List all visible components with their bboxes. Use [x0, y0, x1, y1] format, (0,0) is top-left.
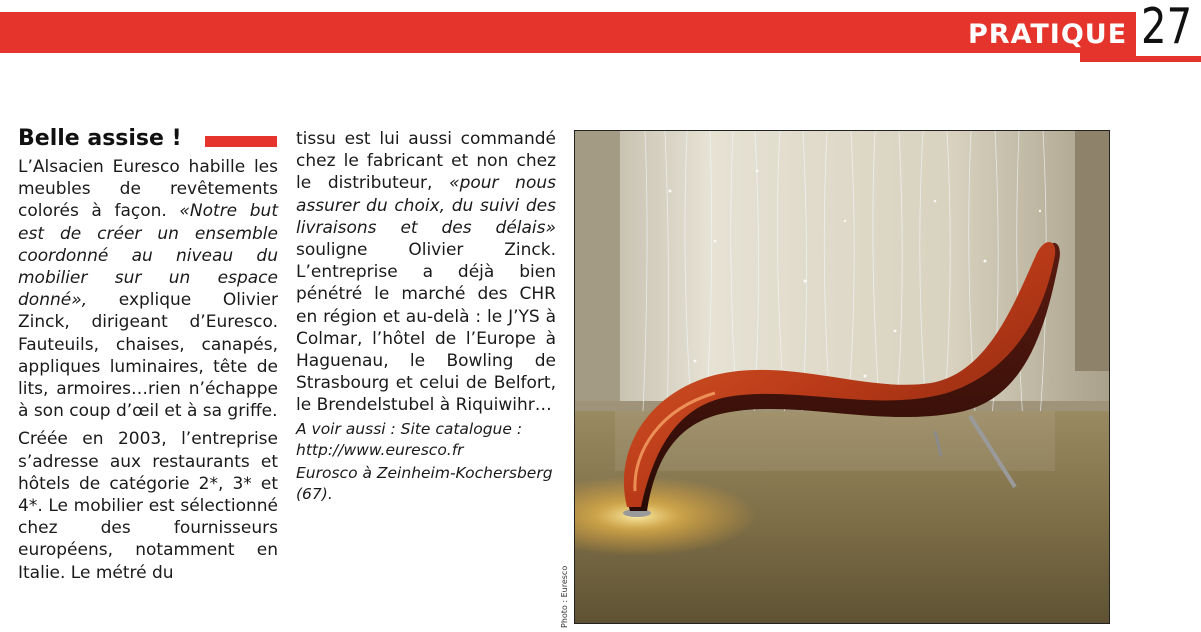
title-accent-bar	[205, 136, 277, 147]
column-1-paragraph-2: Créée en 2003, l’entreprise s’adresse aux restaurants et hôtels de catégorie 2*, 3* et 4*. Le mobilier est sélectionné chez des fournisseurs européens, notamment en Italie. Le métré du	[18, 429, 278, 583]
quote: «pour nous assurer du choix, du suivi des livraisons et des délais»	[296, 173, 556, 238]
column-1-paragraph-1	[18, 156, 278, 422]
page-number: 27	[1141, 0, 1193, 55]
article-title: Belle assise !	[18, 126, 182, 151]
article-title-row	[18, 124, 182, 154]
article-column-1	[18, 156, 278, 584]
text-run: explique Olivier Zinck, dirigeant d’Euresco. Fauteuils, chaises, canapés, appliques luminaires, tête de lits, armoires…rien n’échappe à son coup d’œil et à sa griffe.	[18, 290, 278, 422]
text-run: L’Alsacien Euresco habille les meubles de revêtements colorés à façon.	[18, 157, 278, 222]
column-2-paragraph-1	[296, 128, 556, 417]
text-run: souligne Olivier Zinck. L’entreprise a déjà bien pénétré le marché des CHR en région et au-delà : le J’YS à Colmar, l’hôtel de l’Europe à Haguenau, le Bowling de Strasbourg et celui de Belfort, le Brendelstubel à Riquiwihr…	[296, 240, 556, 416]
section-label: PRATIQUE	[968, 19, 1128, 50]
product-photo	[574, 130, 1110, 624]
see-also-website: A voir aussi : Site catalogue : http://www.euresco.fr	[296, 419, 523, 459]
quote: «Notre but est de créer un ensemble coordonné au niveau du mobilier sur un espace donné»,	[18, 201, 278, 311]
see-also-address: Eurosco à Zeinheim-Kochersberg (67).	[296, 463, 553, 503]
article-column-2	[296, 128, 556, 505]
text-run: tissu est lui aussi commandé chez le fabricant et non chez le distributeur,	[296, 129, 556, 194]
photo-credit: Photo : Euresco	[560, 565, 569, 628]
chaise-longue-illustration	[575, 131, 1110, 624]
